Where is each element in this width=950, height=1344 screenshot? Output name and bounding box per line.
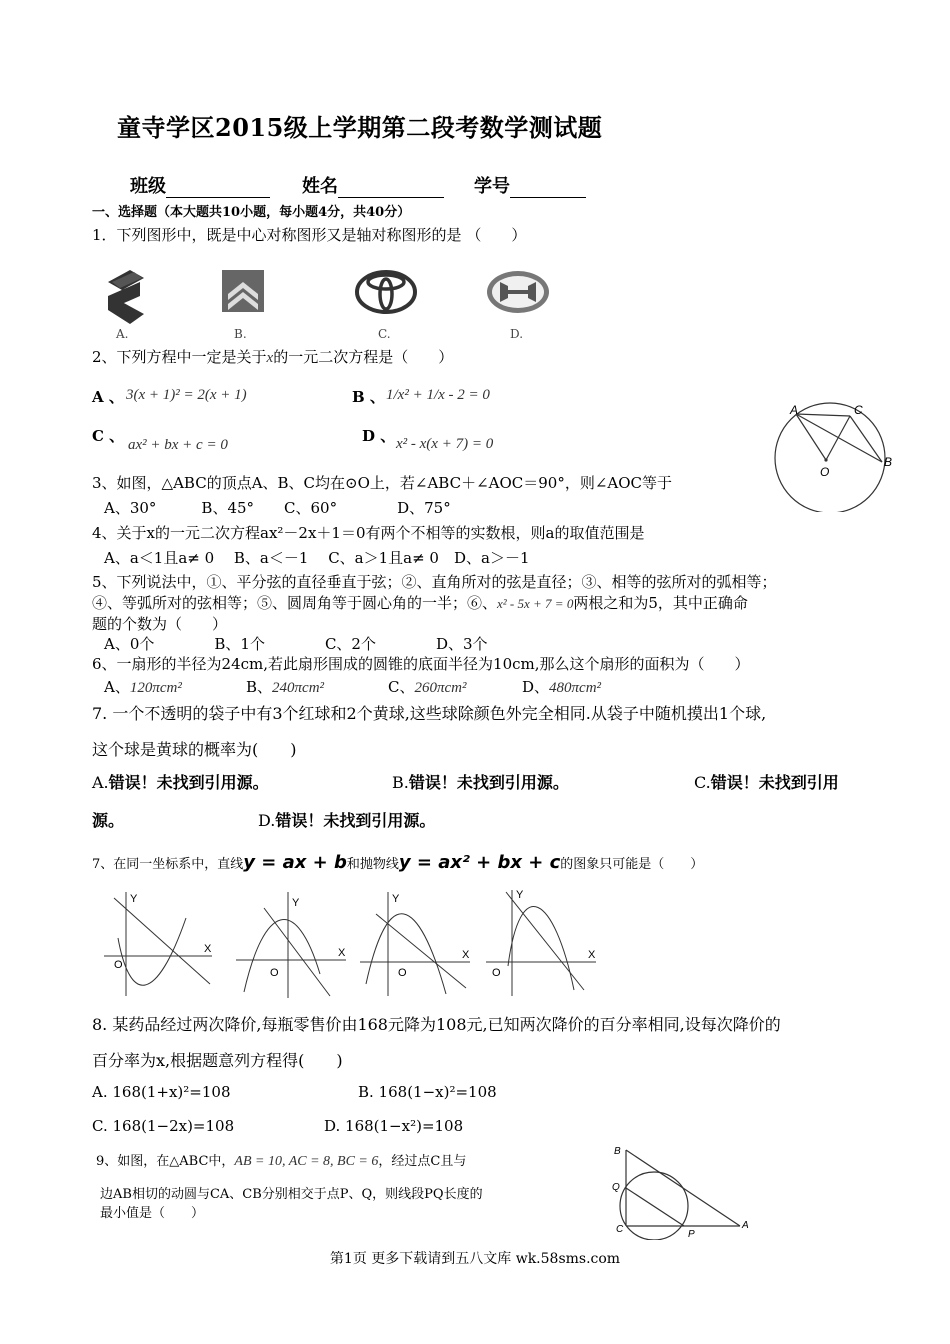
q2-option-c-equation: ax² + bx + c = 0 xyxy=(128,437,228,453)
q1-logos xyxy=(98,266,578,346)
class-field[interactable]: 班级 xyxy=(130,172,270,198)
question-4-stem: 4、关于x的一元二次方程ax²－2x＋1＝0有两个不相等的实数根，则a的取值范围是 xyxy=(92,524,645,542)
page-title: 童寺学区2015级上学期第二段考数学测试题 xyxy=(117,113,603,142)
question-7a-line-1: 7. 一个不透明的袋子中有3个红球和2个黄球,这些球除颜色外完全相同.从袋子中随机摸出1个球, xyxy=(92,704,767,723)
q1-option-c[interactable]: C. xyxy=(378,327,391,341)
axis-o-c: O xyxy=(398,967,407,979)
question-5-line-1: 5、下列说法中，①、平分弦的直径垂直于弦；②、直角所对的弦是直径；③、相等的弦所对的弧相等； xyxy=(92,573,777,591)
fig-label-a9: A xyxy=(742,1220,749,1231)
question-7b-stem: 7、在同一坐标系中，直线y = ax + b和抛物线y = ax² + bx + c的图象只可能是（ ） xyxy=(92,852,704,873)
axis-x-a: X xyxy=(204,943,212,955)
q8-option-a[interactable]: A. 168(1+x)²=108 xyxy=(92,1083,231,1101)
q2-option-a-label[interactable]: A 、 xyxy=(92,388,124,406)
q1-option-b[interactable]: B. xyxy=(234,327,247,341)
axis-x-d: X xyxy=(588,949,596,961)
question-3-stem: 3、如图，△ABC的顶点A、B、C均在⊙O上，若∠ABC＋∠AOC＝90°，则∠AOC等于 xyxy=(92,474,673,492)
fig-label-q9: Q xyxy=(612,1182,620,1193)
question-5-line-2: ④、等弧所对的弦相等；⑤、圆周角等于圆心角的一半；⑥、x² - 5x + 7 = 0两根之和为5，其中正确命 xyxy=(92,594,748,612)
axis-x-c: X xyxy=(462,949,470,961)
citroen-logo xyxy=(222,270,264,312)
axis-o-b: O xyxy=(270,967,279,979)
question-6-stem: 6、一扇形的半径为24cm,若此扇形围成的圆锥的底面半径为10cm,那么这个扇形的面积为（ ） xyxy=(92,655,750,673)
q9-triangle-figure xyxy=(606,1138,766,1240)
axis-x-b: X xyxy=(338,947,346,959)
q7b-graphs xyxy=(100,884,620,1004)
q4-options[interactable]: A、a＜1且a≠ 0 B、a＜－1 C、a＞1且a≠ 0 D、a＞－1 xyxy=(104,549,530,567)
graph-c[interactable] xyxy=(360,892,470,996)
q3-circle-figure xyxy=(768,400,902,512)
question-2-stem: 2、下列方程中一定是关于x的一元二次方程是（ ） xyxy=(92,348,454,366)
question-1-stem: 1．下列图形中，既是中心对称图形又是轴对称图形的是 （ ） xyxy=(92,226,527,244)
graph-b[interactable] xyxy=(236,892,346,998)
question-8-line-1: 8. 某药品经过两次降价,每瓶零售价由168元降为108元,已知两次降价的百分率相同,设每次降价的 xyxy=(92,1015,781,1034)
q8-option-d[interactable]: D. 168(1−x²)=108 xyxy=(324,1117,464,1135)
q7a-option-c-cont: 源。 xyxy=(92,811,125,830)
q2-option-a-equation: 3(x + 1)² = 2(x + 1) xyxy=(126,387,247,403)
question-8-line-2: 百分率为x,根据题意列方程得( ) xyxy=(92,1051,343,1070)
q2-option-d-label[interactable]: D 、 xyxy=(362,427,396,445)
q2-option-b-label[interactable]: B 、 xyxy=(352,388,385,406)
q8-option-b[interactable]: B. 168(1−x)²=108 xyxy=(358,1083,497,1101)
q7a-option-a[interactable]: A.错误！未找到引用源。 xyxy=(92,773,269,792)
page-footer: 第1页 更多下载请到五八文库 wk.58sms.com xyxy=(329,1251,621,1267)
fig-label-c: C xyxy=(854,403,863,417)
axis-o-d: O xyxy=(492,967,501,979)
graph-d[interactable] xyxy=(486,889,596,996)
question-9-line-1: 9、如图，在△ABC中，AB = 10, AC = 8, BC = 6，经过点C且与 xyxy=(96,1154,467,1169)
q2-option-b-equation: 1/x² + 1/x - 2 = 0 xyxy=(386,387,490,403)
q6-option-a[interactable]: A、120πcm² xyxy=(104,678,182,696)
fig-label-b: B xyxy=(884,455,893,469)
q3-options[interactable]: A、30° B、45° C、60° D、75° xyxy=(104,499,451,517)
fig-label-o: O xyxy=(820,465,830,479)
q7a-option-d[interactable]: D.错误！未找到引用源。 xyxy=(258,811,436,830)
axis-y-c: Y xyxy=(392,893,400,905)
q1-option-d[interactable]: D. xyxy=(510,327,524,341)
q5-options[interactable]: A、0个 B、1个 C、2个 D、3个 xyxy=(104,635,488,653)
q1-option-a[interactable]: A. xyxy=(116,327,129,341)
fig-label-c9: C xyxy=(616,1224,624,1235)
q8-option-c[interactable]: C. 168(1−2x)=108 xyxy=(92,1117,235,1135)
suzuki-logo xyxy=(108,270,144,324)
q2-option-c-label[interactable]: C 、 xyxy=(92,427,125,445)
q2-option-d-equation: x² - x(x + 7) = 0 xyxy=(396,436,494,452)
axis-y-d: Y xyxy=(516,889,524,901)
q6-option-b[interactable]: B、240πcm² xyxy=(246,678,325,696)
axis-o-a: O xyxy=(114,959,123,971)
student-id-field[interactable]: 学号 xyxy=(474,172,586,198)
axis-y-b: Y xyxy=(292,897,300,909)
q7a-option-b[interactable]: B.错误！未找到引用源。 xyxy=(392,773,569,792)
fig-label-p9: P xyxy=(688,1229,695,1240)
fig-label-b9: B xyxy=(614,1146,621,1157)
section-heading: 一、选择题（本大题共10小题，每小题4分，共40分） xyxy=(92,205,411,220)
toyota-logo xyxy=(357,272,415,312)
q7a-option-c[interactable]: C.错误！未找到引用 xyxy=(694,773,839,792)
q6-option-d[interactable]: D、480πcm² xyxy=(522,678,602,696)
q6-option-c[interactable]: C、260πcm² xyxy=(388,678,467,696)
axis-y-a: Y xyxy=(130,893,138,905)
honda-logo xyxy=(487,271,549,313)
fig-label-a: A xyxy=(790,403,799,417)
question-9-line-2: 边AB相切的动圆与CA、CB分别相交于点P、Q，则线段PQ长度的 xyxy=(100,1187,483,1202)
graph-a[interactable] xyxy=(104,892,212,996)
question-7a-line-2: 这个球是黄球的概率为( ) xyxy=(92,740,297,759)
question-9-line-3: 最小值是（ ） xyxy=(100,1206,205,1221)
name-field[interactable]: 姓名 xyxy=(302,172,444,198)
question-5-line-3: 题的个数为（ ） xyxy=(92,615,228,633)
